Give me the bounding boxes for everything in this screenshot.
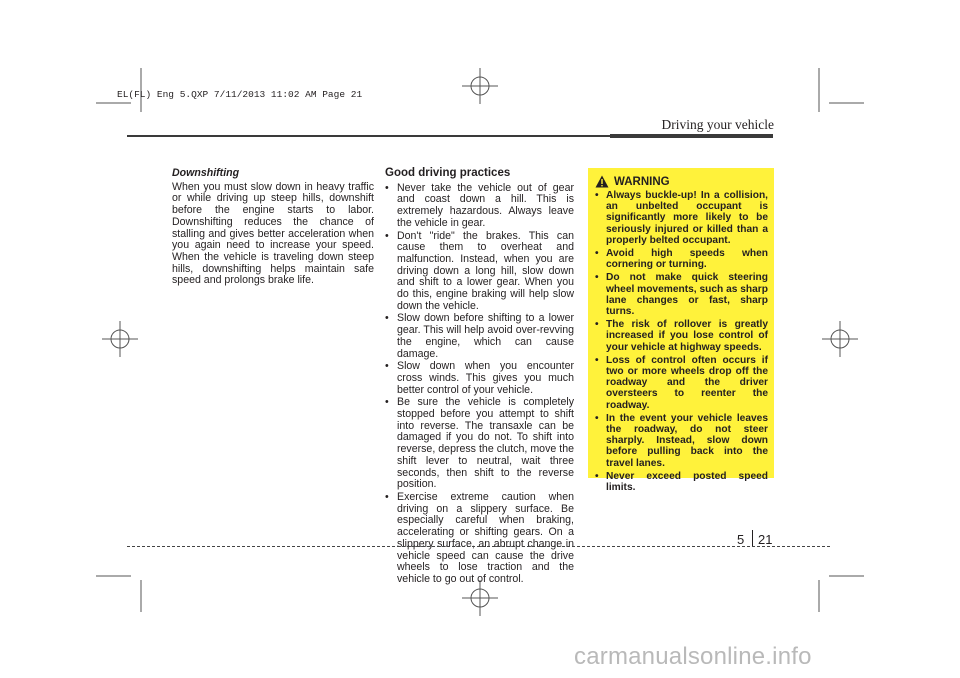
section-title: Driving your vehicle	[661, 117, 774, 132]
downshifting-subheading: Downshifting	[172, 167, 240, 179]
list-item: • In the event your vehicle leaves the roadway, do not steer sharply. Instead, slow down before pulling back into the travel lanes.	[595, 412, 768, 469]
downshifting-paragraph: When you must slow down in heavy traffic or while driving up steep hills, downshift before the engine starts to labor. Downshifting reduces the chance of stalling and gives better acceleration when you again need to increase your speed. When the vehicle is traveling down steep hills, downshifting helps maintain safe speed and prolongs brake life.	[172, 180, 374, 287]
bullet-icon: •	[385, 396, 389, 409]
print-slug: EL(FL) Eng 5.QXP 7/11/2013 11:02 AM Page 21	[117, 89, 363, 100]
warning-header	[595, 175, 768, 188]
list-item: • Be sure the vehicle is completely stopped before you attempt to shift into reverse. The transaxle can be damaged if you do not. To shift into reverse, depress the clutch, move the shift lever to neutral, wait three seconds, then shift to the reverse position.	[385, 396, 574, 491]
bullet-icon: •	[385, 490, 389, 503]
registration-target-top	[462, 68, 498, 104]
list-item: • Exercise extreme caution when driving on a slippery surface. Be especially careful when braking, accelerating or shifting gears. On a slippery surface, an abrupt change in vehicle speed can cause the drive wheels to lose traction and the vehicle to go out of control.	[385, 490, 574, 585]
bullet-icon: •	[595, 248, 599, 260]
list-item: • Never take the vehicle out of gear and coast down a hill. This is extremely hazardous. Always leave the vehicle in gear.	[385, 181, 574, 229]
footer-rule	[127, 546, 830, 547]
bullet-icon: •	[595, 190, 599, 201]
chapter-number: 5	[737, 532, 745, 547]
page-number: 21	[758, 532, 773, 547]
registration-target-left	[102, 321, 138, 357]
list-item: • Avoid high speeds when cornering or turning.	[595, 248, 768, 271]
header-rule-accent	[610, 134, 773, 138]
bullet-icon: •	[385, 312, 389, 325]
bullet-icon: •	[595, 272, 599, 284]
good-driving-practices-heading: Good driving practices	[385, 167, 511, 179]
list-item: • Slow down when you encounter cross winds. This gives you much better control of your vehicle.	[385, 360, 574, 396]
page-number-divider	[752, 530, 753, 547]
warning-triangle-icon	[595, 175, 609, 188]
list-item: • Don't "ride" the brakes. This can cause them to overheat and malfunction. Instead, when you are driving down a long hill, slow down and shift to a lower gear. When you do this, engine braking will help slow down the vehicle.	[385, 229, 574, 312]
practices-list	[385, 183, 574, 586]
downshifting-section	[172, 168, 374, 287]
bullet-icon: •	[385, 360, 389, 373]
warning-list	[595, 190, 768, 493]
list-item: • Slow down before shifting to a lower gear. This will help avoid over-revving the engine, which can cause damage.	[385, 312, 574, 360]
bullet-icon: •	[385, 229, 389, 242]
warning-title: WARNING	[614, 175, 670, 188]
bullet-icon: •	[385, 181, 389, 194]
list-item: • The risk of rollover is greatly increased if you lose control of your vehicle at highway speeds.	[595, 319, 768, 353]
list-item: • Do not make quick steering wheel movements, such as sharp lane changes or fast, sharp turns.	[595, 272, 768, 318]
registration-target-right	[822, 321, 858, 357]
site-watermark: carmanualsonline.info	[574, 643, 812, 670]
list-item: • Loss of control often occurs if two or more wheels drop off the roadway and the driver oversteers to reenter the roadway.	[595, 354, 768, 411]
bullet-icon: •	[595, 319, 599, 331]
bullet-icon: •	[595, 412, 599, 424]
list-item: • Always buckle-up! In a collision, an unbelted occupant is significantly more likely to be seriously injured or killed than a properly belted occupant.	[595, 190, 768, 246]
bullet-icon: •	[595, 470, 599, 482]
bullet-icon: •	[595, 354, 599, 366]
list-item: • Never exceed posted speed limits.	[595, 470, 768, 494]
good-driving-practices-section	[385, 168, 574, 587]
warning-box	[588, 168, 774, 494]
